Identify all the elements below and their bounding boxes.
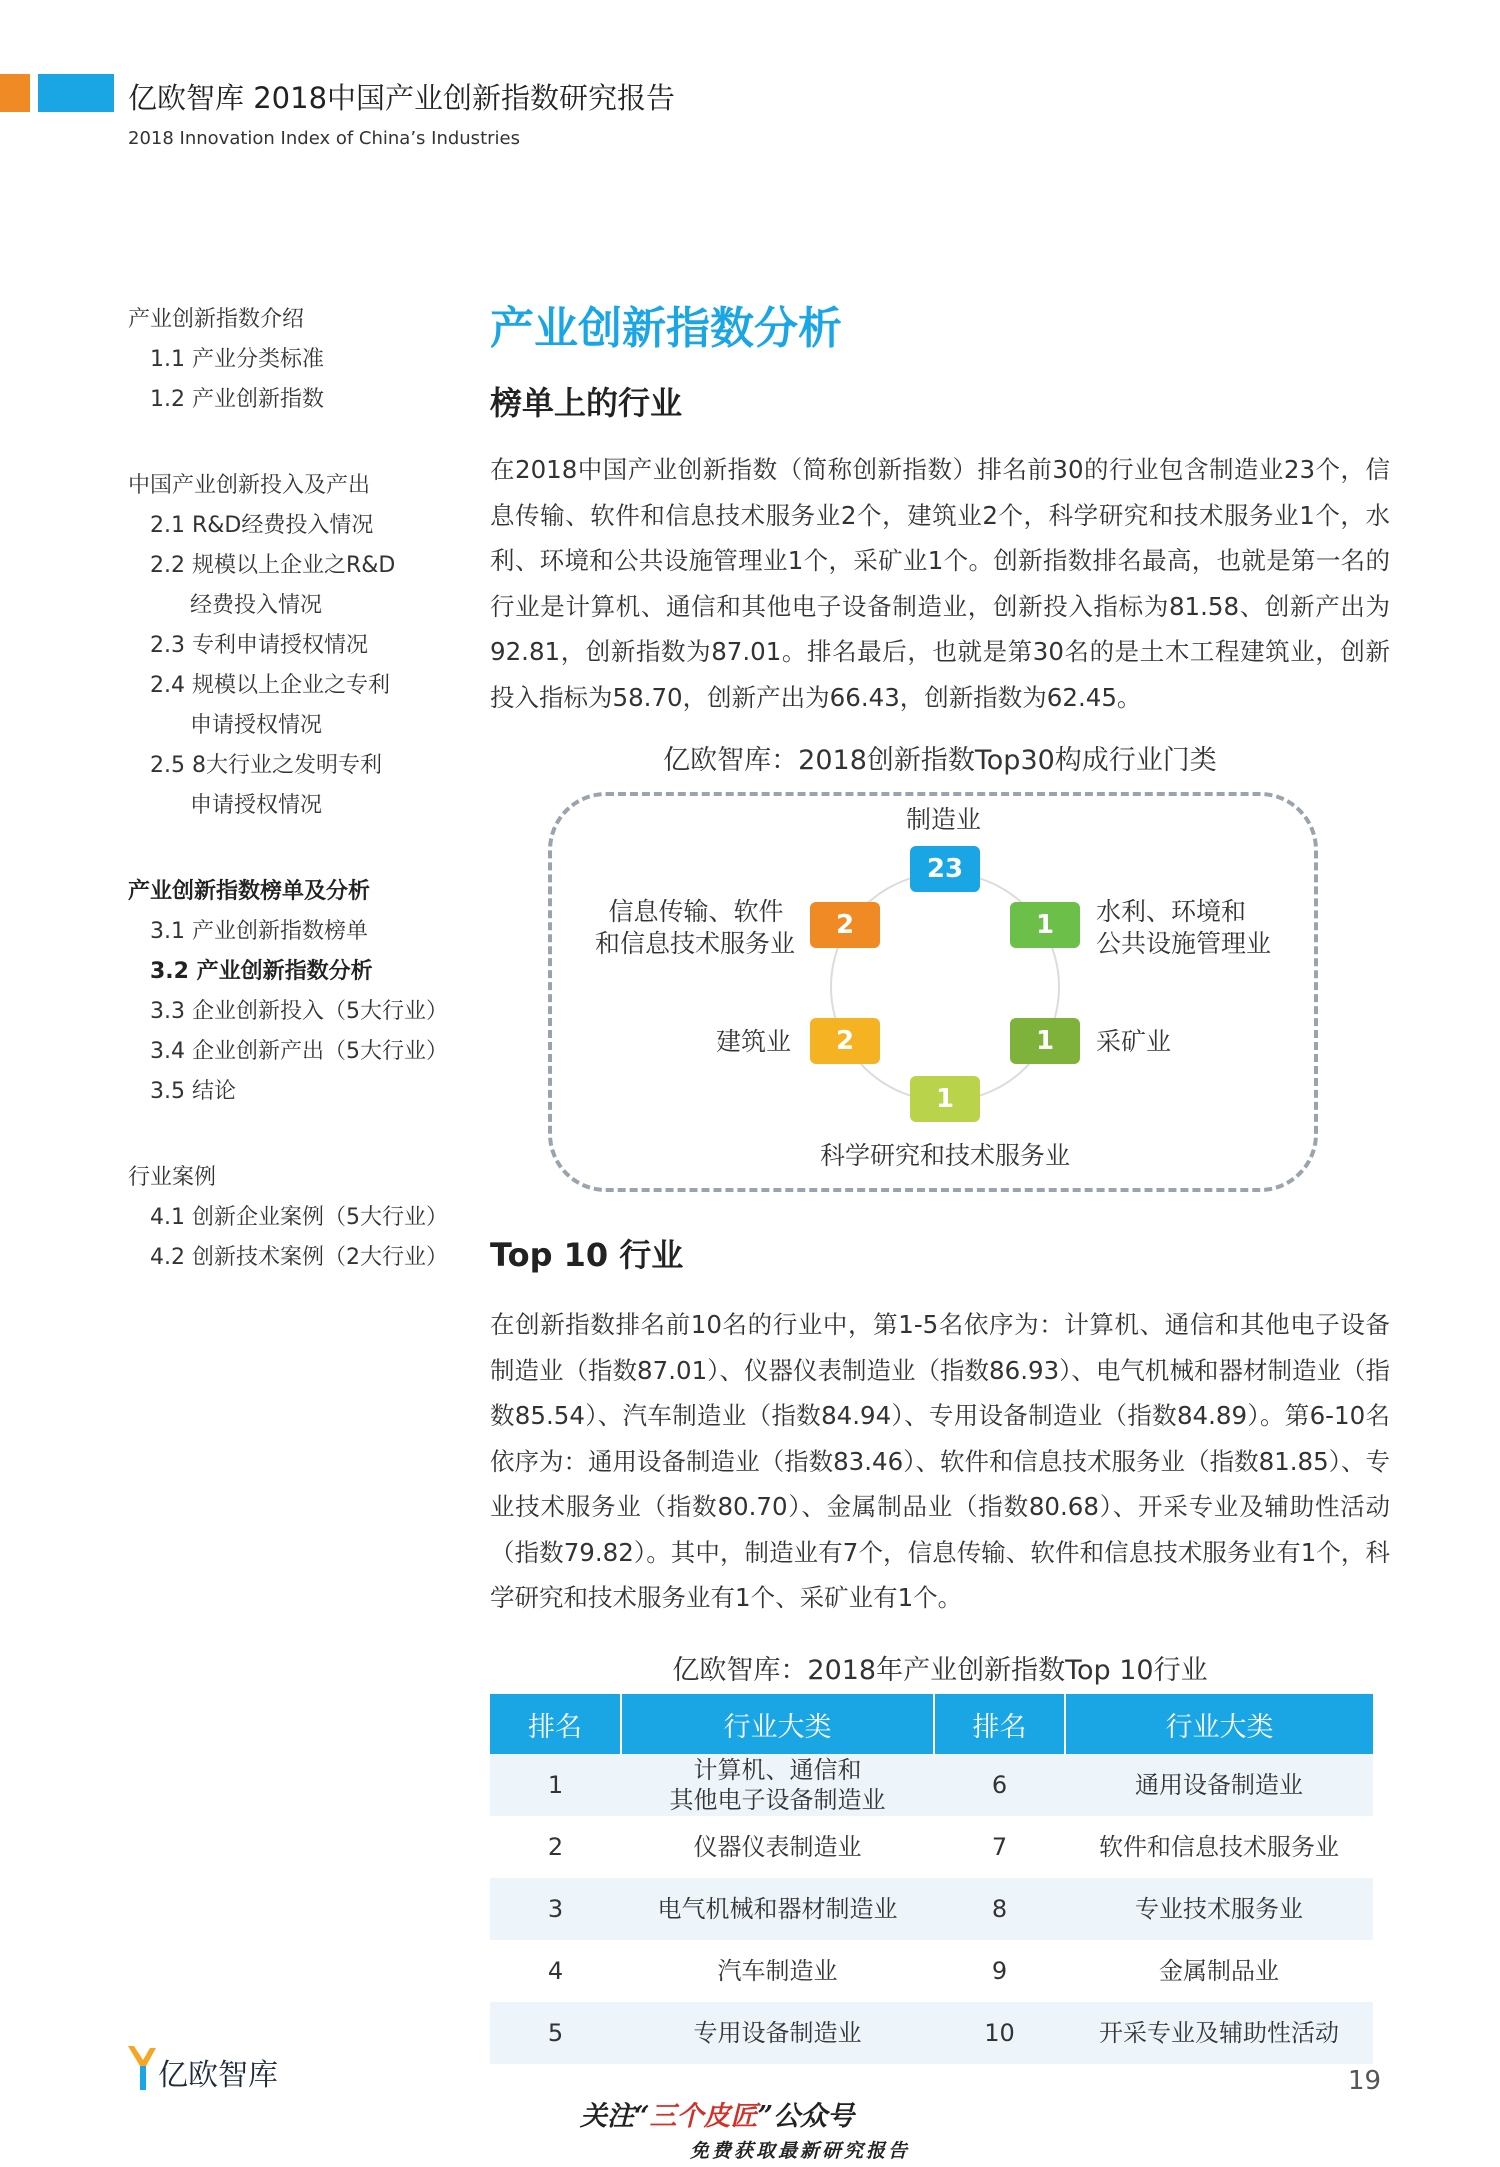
toc-item[interactable]: 1.2 产业创新指数	[150, 387, 324, 412]
industry-cell-line2: 其他电子设备制造业	[669, 1786, 886, 1814]
node-count-it-services: 2	[810, 902, 880, 948]
top10-table	[490, 1694, 1373, 2064]
table-title: 亿欧智库：2018年产业创新指数Top 10行业	[672, 1655, 1208, 1686]
toc-section-4	[128, 1158, 458, 1278]
follow-subtitle: 免费获取最新研究报告	[690, 2140, 911, 2162]
node-label-construction: 建筑业	[716, 1027, 792, 1056]
rank-cell: 6	[934, 1754, 1065, 1816]
rank-cell: 4	[490, 1940, 621, 2002]
column-header-rank: 排名	[490, 1694, 621, 1754]
toc-item[interactable]: 4.1 创新企业案例（5大行业）	[150, 1205, 448, 1230]
toc-item[interactable]: 3.4 企业创新产出（5大行业）	[150, 1039, 448, 1064]
toc-item[interactable]: 2.1 R&D经费投入情况	[150, 513, 374, 538]
rank-cell: 10	[934, 2002, 1065, 2064]
node-label-science-tech: 科学研究和技术服务业	[820, 1141, 1071, 1170]
toc-item[interactable]: 3.1 产业创新指数榜单	[150, 919, 368, 944]
header-subtitle: 2018 Innovation Index of China’s Industries	[128, 128, 520, 149]
toc-item-continued[interactable]: 经费投入情况	[190, 593, 323, 618]
toc-item-continued[interactable]: 申请授权情况	[190, 713, 323, 738]
toc-item[interactable]: 3.3 企业创新投入（5大行业）	[150, 999, 448, 1024]
paragraph-industries: 在2018中国产业创新指数（简称创新指数）排名前30的行业包含制造业23个，信息传输、软件和信息技术服务业2个，建筑业2个，科学研究和技术服务业1个，水利、环境和公共设施管理业1个，采矿业1个。创新指数排名最高，也就是第一名的行业是计算机、通信和其他电子设备制造业，创新投入指标为81.58、创新产出为92.81，创新指数为87.01。排名最后，也就是第30名的是土木工程建筑业，创新投入指标为58.70，创新产出为66.43，创新指数为62.45。	[490, 455, 1390, 712]
toc-item[interactable]: 2.2 规模以上企业之R&D	[150, 553, 396, 578]
header-accent-blue	[38, 74, 114, 112]
toc-item-continued[interactable]: 申请授权情况	[190, 793, 323, 818]
industry-cell: 电气机械和器材制造业	[621, 1878, 934, 1940]
rank-cell: 5	[490, 2002, 621, 2064]
table-row	[490, 2002, 1373, 2064]
industry-cell: 开采专业及辅助性活动	[1065, 2002, 1373, 2064]
node-count-mining: 1	[1010, 1018, 1080, 1064]
toc-heading-active[interactable]: 产业创新指数榜单及分析	[128, 879, 371, 904]
industry-cell: 通用设备制造业	[1065, 1754, 1373, 1816]
follow-suffix: ”公众号	[757, 2101, 855, 2132]
node-count-science-tech: 1	[910, 1076, 980, 1122]
toc-heading[interactable]: 产业创新指数介绍	[128, 307, 305, 332]
industry-cell: 专业技术服务业	[1065, 1878, 1373, 1940]
table-of-contents	[128, 300, 458, 1324]
toc-section-1	[128, 300, 458, 420]
node-label-water-environment-line2: 公共设施管理业	[1096, 929, 1272, 958]
node-count-water-environment: 1	[1010, 902, 1080, 948]
rank-cell: 2	[490, 1816, 621, 1878]
section-title-top10: Top 10 行业	[490, 1236, 684, 1274]
industry-cell: 金属制品业	[1065, 1940, 1373, 2002]
page-number: 19	[1348, 2066, 1382, 2096]
toc-section-3	[128, 872, 458, 1112]
rank-cell: 3	[490, 1878, 621, 1940]
rank-cell: 7	[934, 1816, 1065, 1878]
industry-cell-line1: 计算机、通信和	[693, 1756, 862, 1784]
column-header-rank: 排名	[934, 1694, 1065, 1754]
toc-item-current[interactable]: 3.2 产业创新指数分析	[150, 959, 373, 984]
table-row	[490, 1878, 1373, 1940]
toc-item[interactable]: 2.4 规模以上企业之专利	[150, 673, 390, 698]
node-count-construction: 2	[810, 1018, 880, 1064]
rank-cell: 8	[934, 1878, 1065, 1940]
rank-cell: 9	[934, 1940, 1065, 2002]
table-row	[490, 1816, 1373, 1878]
rank-cell: 1	[490, 1754, 621, 1816]
header-title: 亿欧智库 2018中国产业创新指数研究报告	[128, 81, 676, 115]
figure-title: 亿欧智库：2018创新指数Top30构成行业门类	[663, 745, 1217, 776]
table-row	[490, 1754, 1373, 1816]
toc-heading[interactable]: 中国产业创新投入及产出	[128, 473, 371, 498]
node-label-water-environment-line1: 水利、环境和	[1096, 897, 1247, 926]
table-header-row	[490, 1694, 1373, 1754]
logo-icon	[126, 2042, 158, 2092]
node-label-it-services-line1: 信息传输、软件	[608, 897, 784, 926]
node-label-it-services-line2: 和信息技术服务业	[594, 929, 795, 958]
follow-banner	[580, 2094, 854, 2133]
toc-section-2	[128, 466, 458, 826]
node-label-manufacturing: 制造业	[906, 805, 982, 834]
page-title: 产业创新指数分析	[490, 303, 842, 354]
industry-cell	[621, 1754, 934, 1816]
section-title-industries: 榜单上的行业	[490, 384, 683, 422]
follow-account-name: 三个皮匠	[649, 2101, 758, 2132]
node-count-manufacturing: 23	[910, 846, 980, 892]
column-header-industry: 行业大类	[621, 1694, 934, 1754]
logo-text: 亿欧智库	[158, 2058, 278, 2093]
toc-item[interactable]: 1.1 产业分类标准	[150, 347, 324, 372]
table-row	[490, 1940, 1373, 2002]
toc-item[interactable]: 2.3 专利申请授权情况	[150, 633, 368, 658]
toc-item[interactable]: 2.5 8大行业之发明专利	[150, 753, 382, 778]
paragraph-top10: 在创新指数排名前10名的行业中，第1-5名依序为：计算机、通信和其他电子设备制造业（指数87.01）、仪器仪表制造业（指数86.93）、电气机械和器材制造业（指数85.54）、汽车制造业（指数84.94）、专用设备制造业（指数84.89）。第6-10名依序为：通用设备制造业（指数83.46）、软件和信息技术服务业（指数81.85）、专业技术服务业（指数80.70）、金属制品业（指数80.68）、开采专业及辅助性活动（指数79.82）。其中，制造业有7个，信息传输、软件和信息技术服务业有1个，科学研究和技术服务业有1个、采矿业有1个。	[490, 1310, 1390, 1612]
toc-heading[interactable]: 行业案例	[128, 1165, 217, 1190]
industry-cell: 汽车制造业	[621, 1940, 934, 2002]
industry-cell: 仪器仪表制造业	[621, 1816, 934, 1878]
header-accent-orange	[0, 74, 30, 112]
industry-cell: 专用设备制造业	[621, 2002, 934, 2064]
industry-cell: 软件和信息技术服务业	[1065, 1816, 1373, 1878]
toc-item[interactable]: 3.5 结论	[150, 1079, 236, 1104]
toc-item[interactable]: 4.2 创新技术案例（2大行业）	[150, 1245, 448, 1270]
column-header-industry: 行业大类	[1065, 1694, 1373, 1754]
node-label-mining: 采矿业	[1096, 1027, 1172, 1056]
follow-prefix: 关注“	[580, 2101, 650, 2132]
